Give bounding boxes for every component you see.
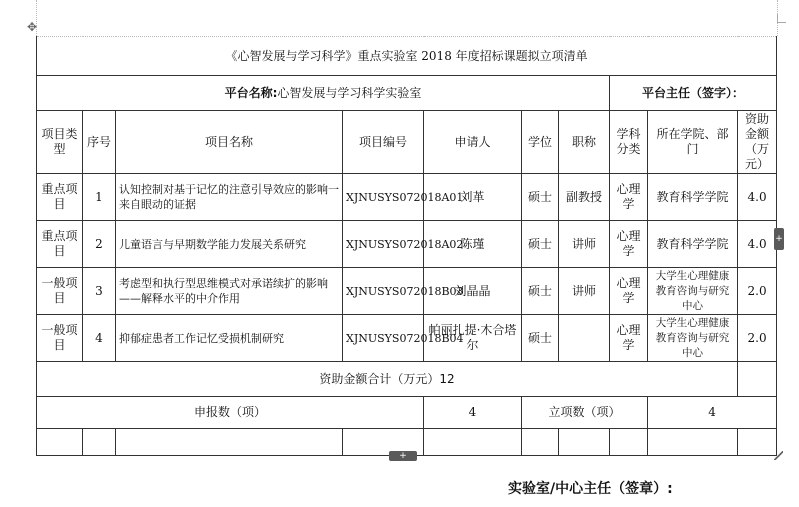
cell-amount[interactable]: 4.0: [738, 221, 777, 268]
header-code: 项目编号: [343, 111, 424, 174]
header-subject: 学科分类: [610, 111, 648, 174]
cell-type[interactable]: 一般项目: [37, 268, 83, 315]
empty-cell[interactable]: [610, 429, 648, 456]
empty-cell[interactable]: [738, 429, 777, 456]
page-margin-top: [36, 0, 778, 36]
summary-row: [37, 397, 777, 429]
cell-no[interactable]: 2: [83, 221, 116, 268]
table-row: [37, 221, 777, 268]
cell-name[interactable]: 抑郁症患者工作记忆受损机制研究: [116, 315, 343, 362]
cell-type[interactable]: 一般项目: [37, 315, 83, 362]
cell-type[interactable]: 重点项目: [37, 174, 83, 221]
empty-cell[interactable]: [648, 429, 738, 456]
cell-code[interactable]: XJNUSYS072018B03: [343, 268, 424, 315]
project-list-table: [36, 36, 776, 456]
table-move-icon[interactable]: ✥: [26, 20, 38, 34]
add-row-icon[interactable]: +: [389, 451, 417, 461]
cell-subject[interactable]: 心理学: [610, 268, 648, 315]
cell-amount[interactable]: 2.0: [738, 315, 777, 362]
total-amount-cell[interactable]: 资助金额合计（万元）12: [37, 362, 738, 397]
header-no: 序号: [83, 111, 116, 174]
cell-subject[interactable]: 心理学: [610, 174, 648, 221]
cell-dept[interactable]: 教育科学学院: [648, 174, 738, 221]
platform-name-cell[interactable]: [37, 76, 610, 111]
empty-cell[interactable]: [522, 429, 559, 456]
header-amount: 资助金额（万元）: [738, 111, 777, 174]
cell-degree[interactable]: 硕士: [522, 174, 559, 221]
add-column-icon[interactable]: +: [774, 228, 784, 250]
table-row: [37, 315, 777, 362]
header-applicant: 申请人: [424, 111, 522, 174]
platform-director-cell[interactable]: [610, 76, 777, 111]
cell-name[interactable]: 儿童语言与早期数学能力发展关系研究: [116, 221, 343, 268]
director-signature-label: 实验室/中心主任（签章）:: [508, 481, 673, 497]
cell-title[interactable]: 副教授: [559, 174, 610, 221]
platform-name-value: 心智发展与学习科学实验室: [277, 85, 422, 100]
cell-applicant[interactable]: 刘革: [424, 174, 522, 221]
cell-degree[interactable]: 硕士: [522, 315, 559, 362]
apply-count-value[interactable]: 4: [424, 397, 522, 429]
header-name: 项目名称: [116, 111, 343, 174]
table-resize-icon[interactable]: [774, 451, 783, 460]
cell-dept[interactable]: 大学生心理健康教育咨询与研究中心: [648, 315, 738, 362]
empty-cell[interactable]: [116, 429, 343, 456]
platform-name-label: 平台名称:: [224, 85, 278, 100]
apply-count-label[interactable]: 申报数（项）: [37, 397, 424, 429]
cell-title[interactable]: [559, 315, 610, 362]
total-empty-cell[interactable]: [738, 362, 777, 397]
table-row: [37, 268, 777, 315]
cell-no[interactable]: 1: [83, 174, 116, 221]
approve-count-value[interactable]: 4: [648, 397, 777, 429]
cell-subject[interactable]: 心理学: [610, 315, 648, 362]
page-corner-mark: [777, 14, 786, 23]
cell-title[interactable]: 讲师: [559, 221, 610, 268]
cell-degree[interactable]: 硕士: [522, 221, 559, 268]
cell-degree[interactable]: 硕士: [522, 268, 559, 315]
cell-no[interactable]: 4: [83, 315, 116, 362]
cell-code[interactable]: XJNUSYS072018A01: [343, 174, 424, 221]
cell-subject[interactable]: 心理学: [610, 221, 648, 268]
cell-code[interactable]: XJNUSYS072018A02: [343, 221, 424, 268]
approve-count-label[interactable]: 立项数（项）: [522, 397, 648, 429]
empty-cell[interactable]: [424, 429, 522, 456]
empty-cell[interactable]: [37, 429, 83, 456]
cell-name[interactable]: 认知控制对基于记忆的注意引导效应的影响一来自眼动的证据: [116, 174, 343, 221]
cell-code[interactable]: XJNUSYS072018B04: [343, 315, 424, 362]
table-header-row: [37, 111, 777, 174]
cell-amount[interactable]: 4.0: [738, 174, 777, 221]
cell-no[interactable]: 3: [83, 268, 116, 315]
cell-title[interactable]: 讲师: [559, 268, 610, 315]
header-degree: 学位: [522, 111, 559, 174]
empty-cell[interactable]: [83, 429, 116, 456]
total-row: [37, 362, 777, 397]
document-title: 《心智发展与学习科学》重点实验室 2018 年度招标课题拟立项清单: [37, 37, 777, 76]
cell-type[interactable]: 重点项目: [37, 221, 83, 268]
cell-applicant[interactable]: 陈瑾: [424, 221, 522, 268]
cell-dept[interactable]: 教育科学学院: [648, 221, 738, 268]
cell-name[interactable]: 考虑型和执行型思维模式对承诺续扩的影响——解释水平的中介作用: [116, 268, 343, 315]
cell-amount[interactable]: 2.0: [738, 268, 777, 315]
header-dept: 所在学院、部门: [648, 111, 738, 174]
cell-applicant[interactable]: 刘晶晶: [424, 268, 522, 315]
cell-dept[interactable]: 大学生心理健康教育咨询与研究中心: [648, 268, 738, 315]
empty-cell[interactable]: [559, 429, 610, 456]
header-type: 项目类型: [37, 111, 83, 174]
header-title: 职称: [559, 111, 610, 174]
cell-applicant[interactable]: 帕丽扎提·木合塔尔: [424, 315, 522, 362]
table-row: [37, 174, 777, 221]
platform-director-label: 平台主任（签字）：: [642, 85, 745, 100]
